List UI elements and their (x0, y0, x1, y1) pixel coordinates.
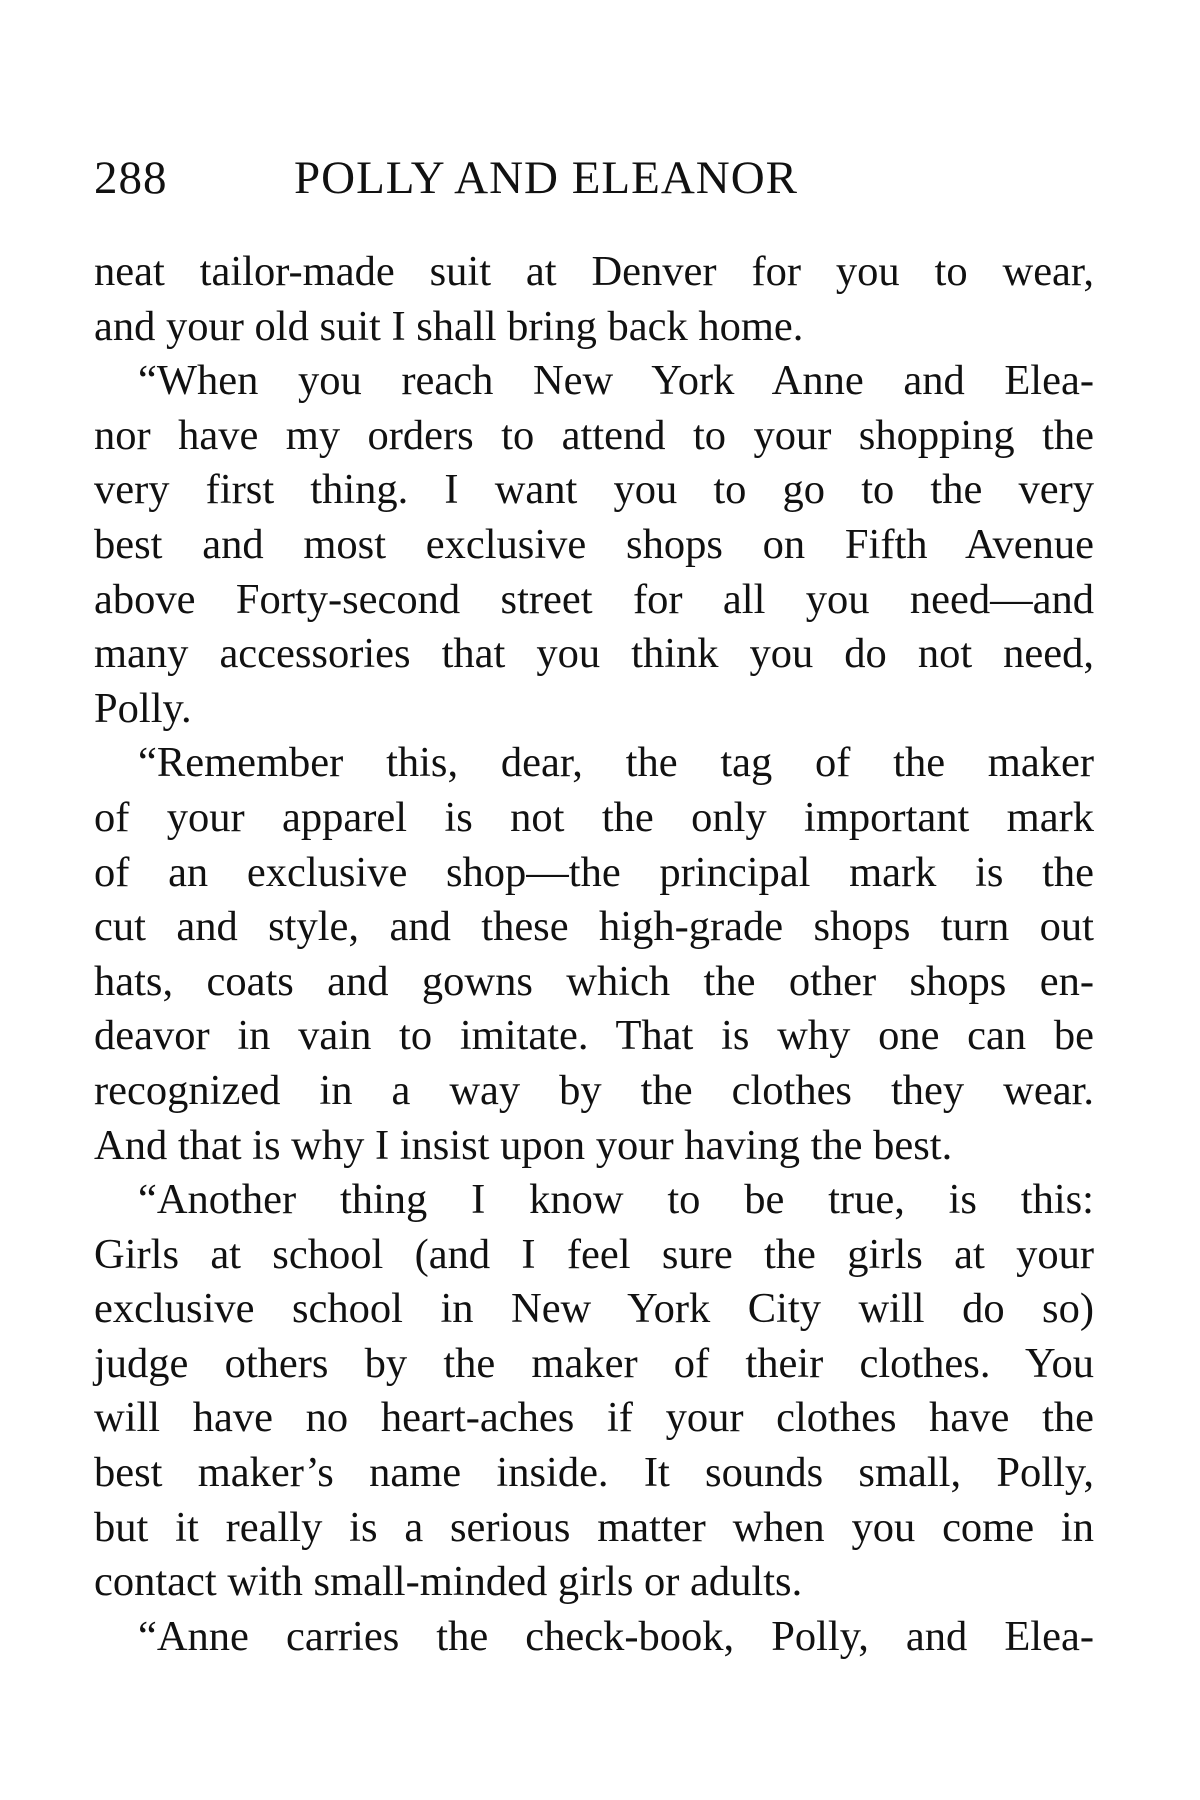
text-line: Girls at school (and I feel sure the girls at your (94, 1230, 1094, 1278)
text-line: of your apparel is not the only important mark (94, 793, 1094, 841)
text-line: best and most exclusive shops on Fifth Avenue (94, 520, 1094, 568)
text-line: of an exclusive shop—the principal mark is the (94, 848, 1094, 896)
text-line: many accessories that you think you do not need, (94, 630, 1094, 678)
text-line: Polly. (94, 684, 192, 732)
page-title: POLLY AND ELEANOR (294, 152, 799, 204)
text-line: above Forty-second street for all you need—and (94, 575, 1094, 623)
text-line: very first thing. I want you to go to the very (94, 466, 1094, 514)
text-line: will have no heart-aches if your clothes have the (94, 1394, 1094, 1442)
text-line: deavor in vain to imitate. That is why one can be (94, 1012, 1094, 1060)
text-line: nor have my orders to attend to your shopping the (94, 411, 1094, 459)
text-line: hats, coats and gowns which the other shops en- (94, 957, 1094, 1005)
page-number: 288 (94, 152, 168, 204)
text-line: neat tailor-made suit at Denver for you to wear, (94, 248, 1094, 295)
text-line: judge others by the maker of their clothes. You (94, 1339, 1094, 1387)
text-line: exclusive school in New York City will do so) (94, 1285, 1094, 1333)
text-line: contact with small-minded girls or adults. (94, 1558, 803, 1606)
text-line: And that is why I insist upon your having the best. (94, 1121, 953, 1169)
text-line: recognized in a way by the clothes they wear. (94, 1066, 1094, 1114)
text-line: “Anne carries the check-book, Polly, and Elea- (138, 1612, 1094, 1660)
text-line: and your old suit I shall bring back home. (94, 302, 804, 350)
running-head (94, 148, 1094, 208)
text-line: “When you reach New York Anne and Elea- (138, 357, 1094, 405)
text-line: but it really is a serious matter when you come in (94, 1503, 1094, 1551)
text-line: “Remember this, dear, the tag of the maker (138, 739, 1094, 787)
text-line: “Another thing I know to be true, is this: (138, 1176, 1094, 1224)
text-line: cut and style, and these high-grade shops turn out (94, 903, 1094, 951)
text-line: best maker’s name inside. It sounds small, Polly, (94, 1449, 1094, 1497)
body-text (94, 245, 1094, 1664)
